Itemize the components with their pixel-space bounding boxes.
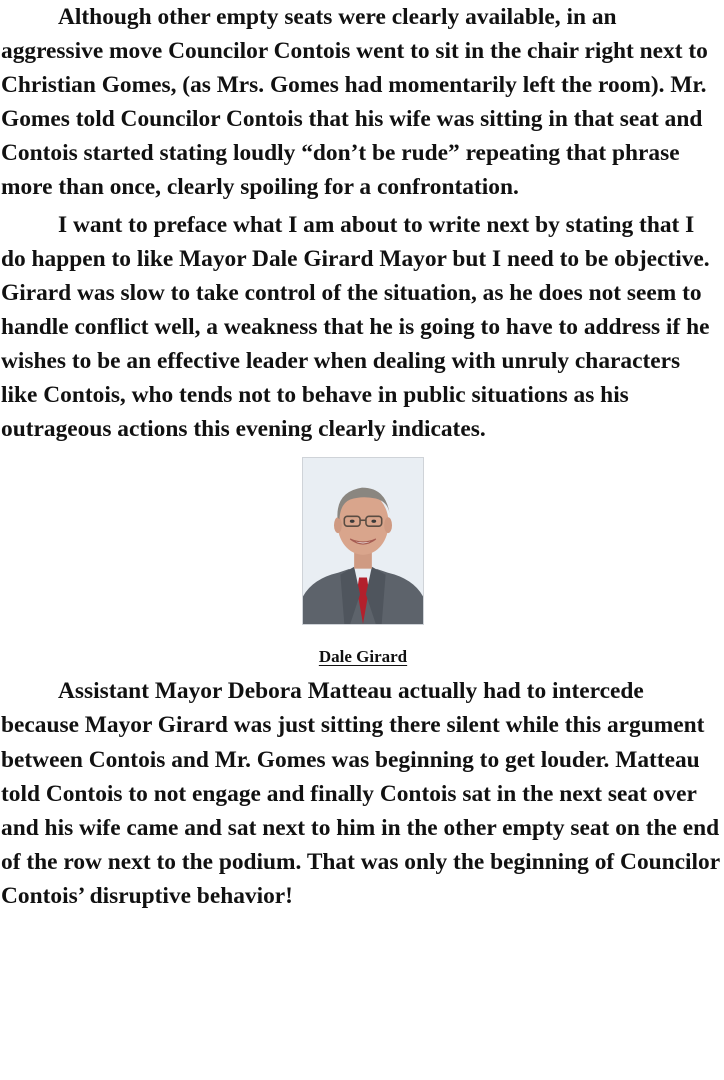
photo-figure bbox=[1, 457, 724, 668]
paragraph-1: Although other empty seats were clearly available, in an aggressive move Councilor Contois went to sit in the chair right next to Christian Gomes, (as Mrs. Gomes had momentarily left the room). Mr. Gomes told Councilor Contois that his wife was sitting in that seat and Contois started stating loudly “don’t be rude” repeating that phrase more than once, clearly spoiling for a confrontation. bbox=[1, 4, 708, 201]
headshot-portrait-image bbox=[303, 458, 423, 624]
dale-girard-photo bbox=[302, 457, 424, 625]
paragraph-3: Assistant Mayor Debora Matteau actually had to intercede because Mayor Girard was just sitting there silent while this argument between Contois and Mr. Gomes was beginning to get louder. Matteau told Contois to not engage and finally Contois sat in the next seat over and his wife came and sat next to him in the other empty seat on the end of the row next to the podium. That was only the beginning of Councilor Contois’ disruptive behavior! bbox=[1, 678, 720, 909]
paragraph-2: I want to preface what I am about to write next by stating that I do happen to like Mayor Dale Girard Mayor but I need to be objective. Girard was slow to take control of the situation, as he does not seem to handle conflict well, a weakness that he is going to have to address if he wishes to be an effective leader when dealing with unruly characters like Contois, who tends not to behave in public situations as his outrageous actions this evening clearly indicates. bbox=[1, 211, 710, 443]
photo-caption: Dale Girard bbox=[318, 647, 408, 667]
